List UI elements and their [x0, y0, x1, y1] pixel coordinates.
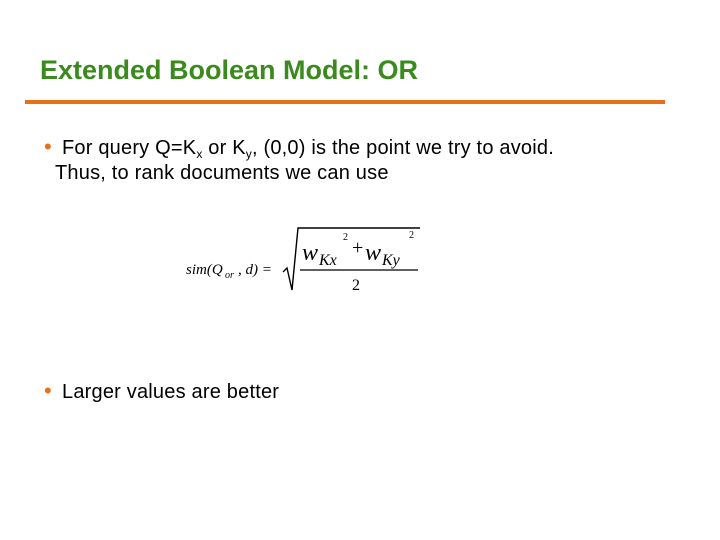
title-underline	[25, 100, 665, 104]
numerator-plus: +	[352, 237, 364, 259]
bullet-1-prefix: For query Q=K	[62, 137, 197, 159]
bullet-icon: •	[44, 134, 52, 159]
bullet-1-continuation: Thus, to rank documents we can use	[55, 162, 389, 184]
bullet-1-mid: or K	[202, 137, 246, 159]
bullet-icon: •	[44, 378, 52, 403]
numerator-sub-kx: Kx	[319, 252, 337, 269]
numerator-exp1: 2	[343, 232, 348, 243]
numerator-sub-ky: Ky	[382, 252, 400, 269]
bullet-1-suffix: , (0,0) is the point we try to avoid.	[251, 137, 554, 159]
numerator-w2: w	[365, 240, 382, 266]
bullet-2-text: Larger values are better	[62, 381, 280, 403]
bullet-1-sub-y: y	[245, 147, 252, 161]
formula-lhs-sub: or	[225, 270, 234, 281]
bullet-2	[44, 378, 279, 404]
numerator-w1: w	[302, 240, 319, 266]
formula-lhs-rest: , d) =	[238, 262, 272, 278]
slide-title: Extended Boolean Model: OR	[40, 55, 419, 85]
bullet-1-sub-x: x	[196, 147, 203, 161]
formula-lhs: sim(Q	[186, 262, 223, 278]
numerator-exp2: 2	[409, 230, 414, 241]
denominator: 2	[352, 277, 360, 294]
similarity-formula	[180, 220, 430, 300]
bullet-1	[44, 134, 554, 161]
